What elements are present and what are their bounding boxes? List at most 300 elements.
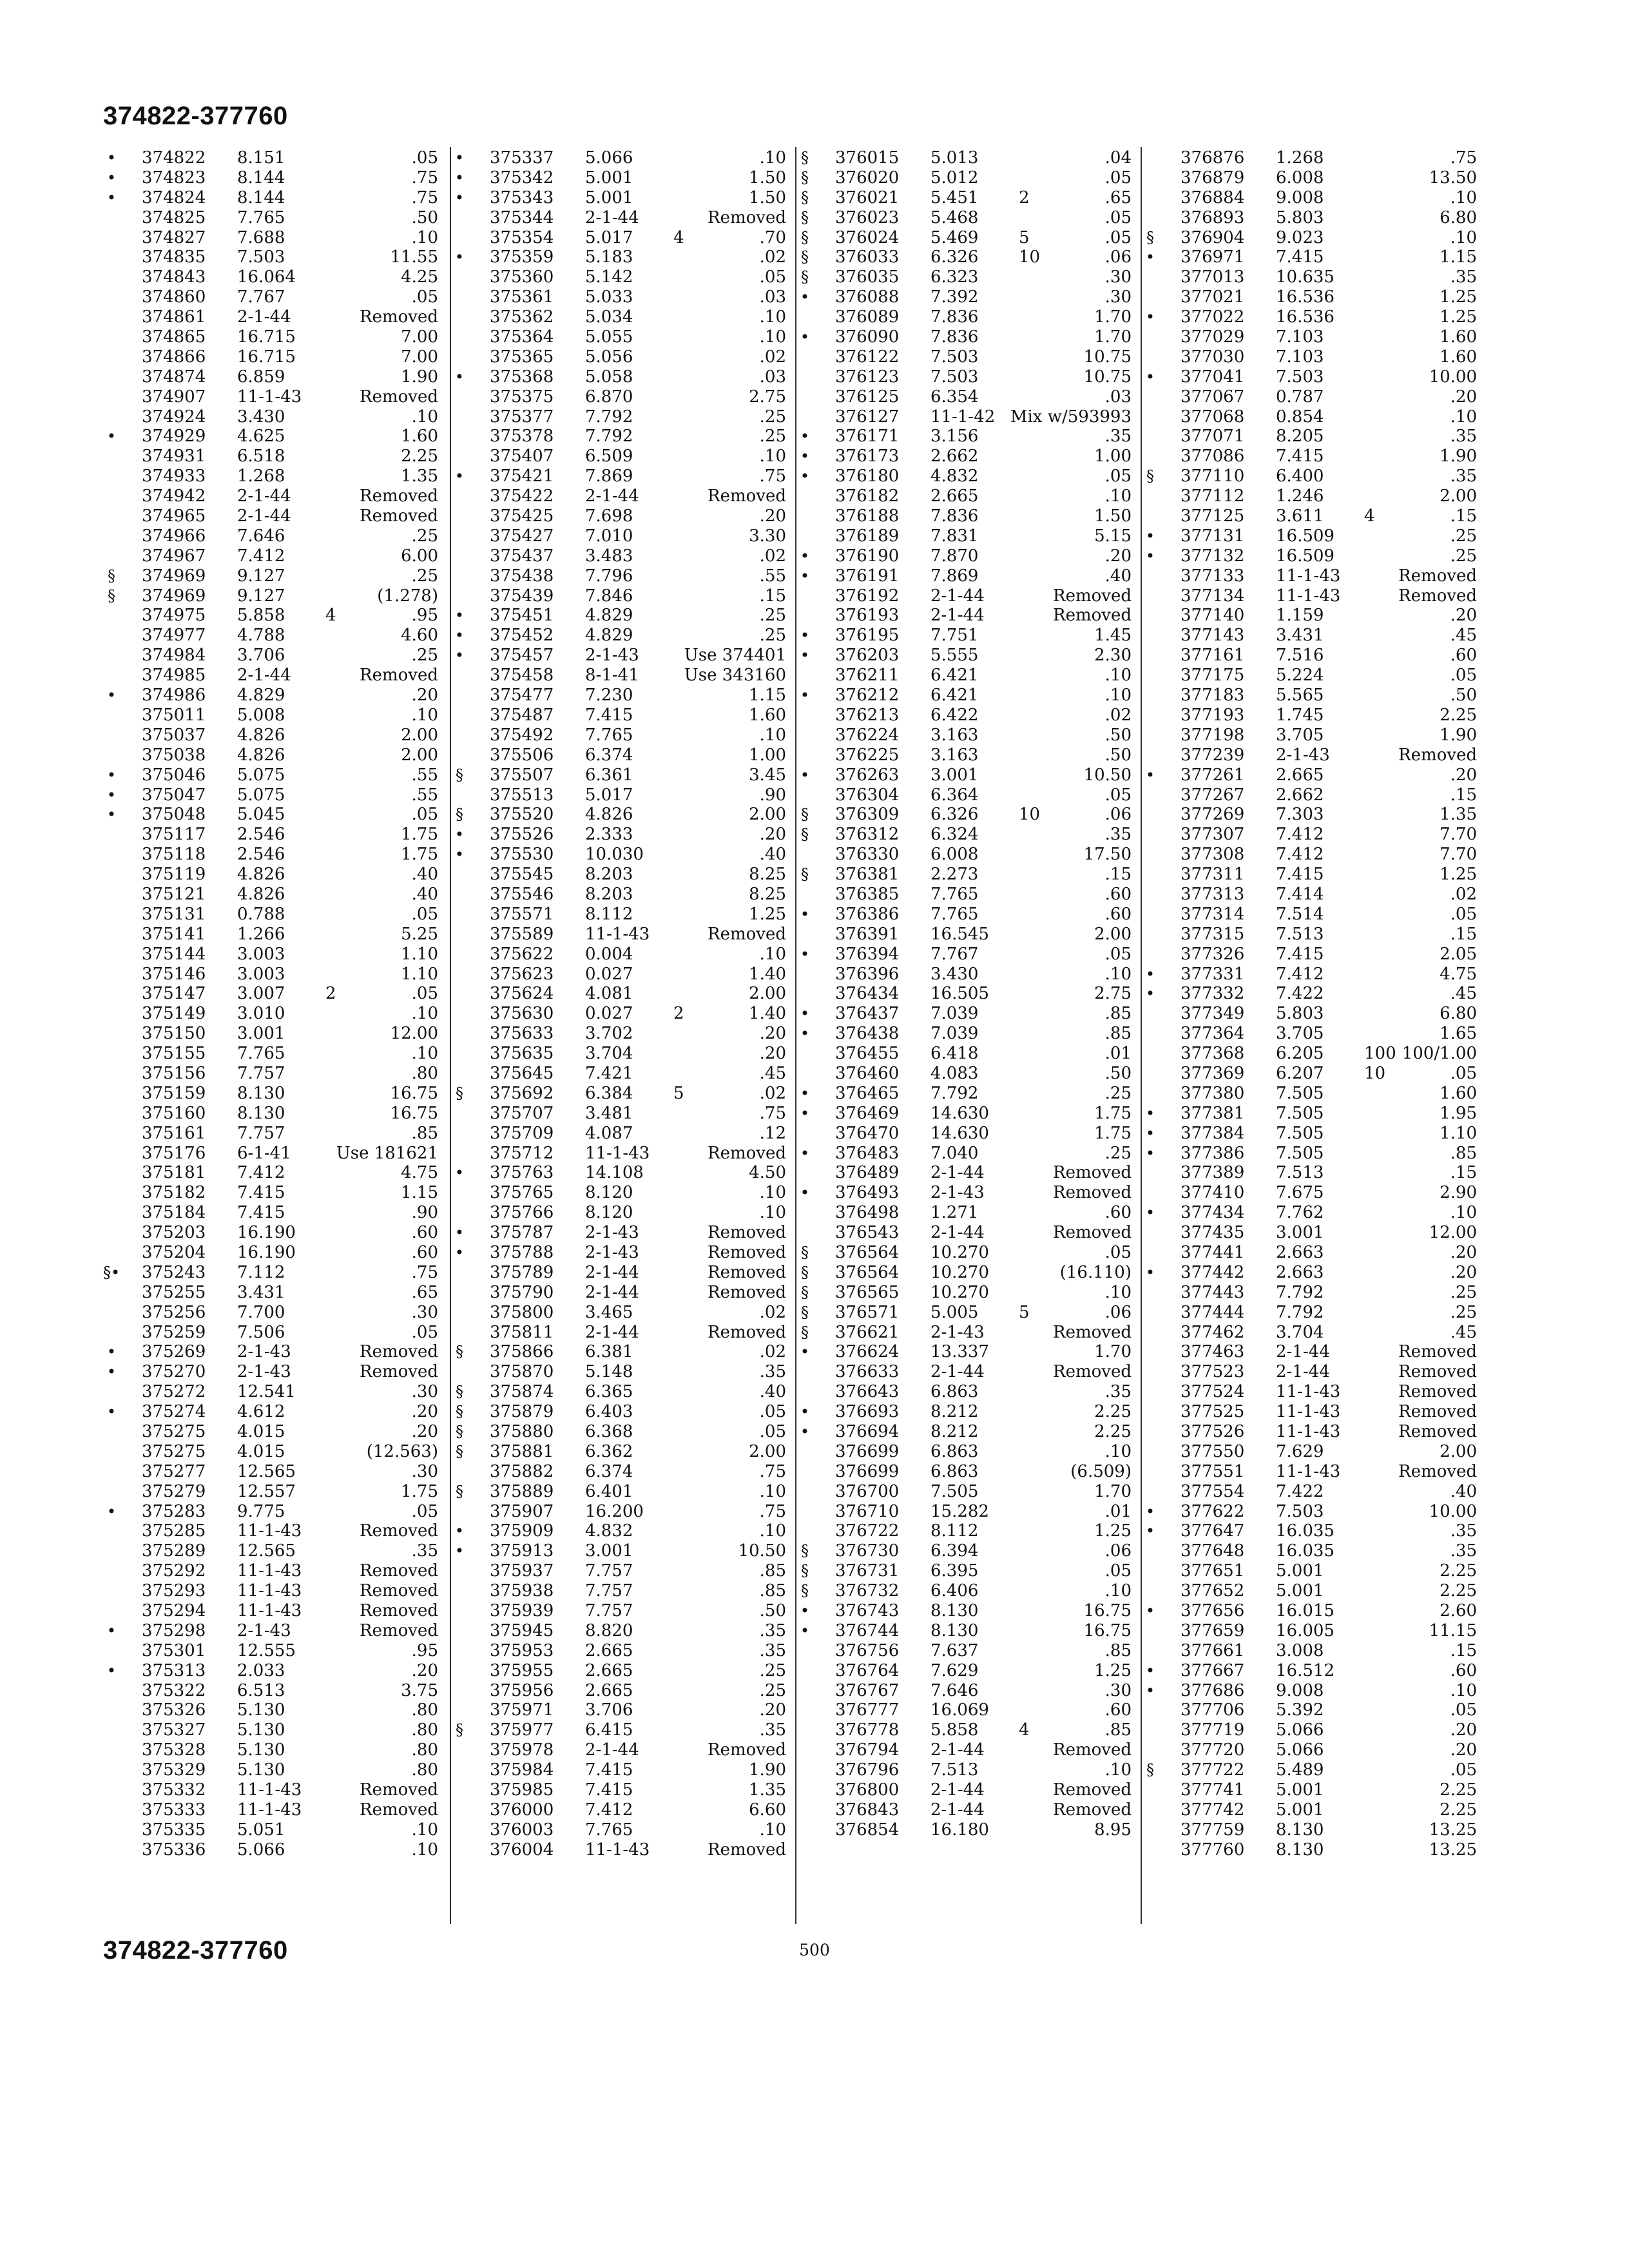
- group-code: 16.035: [1276, 1541, 1335, 1561]
- price: .35: [411, 1541, 438, 1561]
- group-code: 7.415: [1276, 865, 1324, 885]
- group-code: 5.130: [237, 1740, 285, 1760]
- table-row: [451, 1561, 799, 1581]
- table-row: [103, 726, 451, 745]
- price: Removed: [1398, 745, 1477, 765]
- table-row: [451, 1323, 799, 1343]
- table-row: [103, 307, 451, 327]
- price: .35: [1450, 1521, 1477, 1541]
- marker: §: [456, 1343, 463, 1361]
- price: .10: [1450, 227, 1477, 247]
- table-row: [796, 1581, 1144, 1601]
- marker: •: [1145, 1661, 1155, 1680]
- part-number: 375645: [490, 1063, 554, 1083]
- group-code: 6.859: [237, 367, 285, 387]
- group-code: 9.023: [1276, 227, 1324, 247]
- table-row: [103, 984, 451, 1004]
- table-row: [103, 606, 451, 626]
- table-row: [103, 1064, 451, 1084]
- price: 5.25: [401, 924, 438, 944]
- table-row: [451, 1422, 799, 1442]
- group-code: 5.066: [1276, 1740, 1324, 1760]
- price: .04: [1104, 148, 1132, 168]
- marker: •: [1145, 1602, 1155, 1620]
- part-number: 374822: [142, 148, 206, 168]
- group-code: 7.765: [237, 207, 285, 227]
- price: .60: [1104, 904, 1132, 924]
- group-code: 11-1-43: [1276, 1422, 1341, 1441]
- price: .25: [1450, 1302, 1477, 1322]
- part-number: 375176: [142, 1143, 206, 1163]
- group-code: 11-1-43: [237, 387, 302, 407]
- group-code: 7.412: [1276, 825, 1324, 845]
- price: 2.25: [1440, 705, 1477, 725]
- marker: •: [800, 1403, 810, 1421]
- part-number: 375344: [490, 207, 554, 227]
- price: 2.00: [401, 745, 438, 765]
- part-number: 377384: [1181, 1123, 1245, 1143]
- part-number: 375275: [142, 1422, 206, 1441]
- table-row: [1142, 267, 1490, 287]
- group-code: 2-1-44: [237, 506, 291, 526]
- group-code: 7.415: [585, 1780, 633, 1800]
- marker: •: [1145, 248, 1155, 267]
- part-number: 377314: [1181, 904, 1245, 924]
- table-row: [103, 1641, 451, 1661]
- group-code: 7.503: [1276, 367, 1324, 387]
- group-code: 7.422: [1276, 984, 1324, 1004]
- marker: •: [454, 1164, 465, 1182]
- part-number: 377441: [1181, 1242, 1245, 1262]
- price: .25: [411, 566, 438, 586]
- price: .02: [759, 1342, 786, 1362]
- marker: •: [800, 1621, 810, 1640]
- price: 1.90: [401, 367, 438, 387]
- part-number: 375623: [490, 964, 554, 984]
- marker: •: [454, 606, 465, 625]
- price: 7.70: [1440, 845, 1477, 865]
- marker: •: [106, 1343, 117, 1361]
- price: .06: [1104, 247, 1132, 267]
- price: .80: [411, 1700, 438, 1720]
- table-row: [451, 845, 799, 865]
- part-number: 375361: [490, 287, 554, 307]
- group-code: 7.415: [1276, 944, 1324, 964]
- marker: •: [800, 1343, 810, 1361]
- group-code: 2-1-44: [585, 207, 639, 227]
- marker: •: [106, 168, 117, 187]
- price: .05: [411, 805, 438, 825]
- price: Removed: [360, 1581, 438, 1601]
- group-code: 5.017: [585, 227, 633, 247]
- part-number: 375477: [490, 686, 554, 706]
- marker: •: [454, 188, 465, 207]
- marker: •: [800, 1024, 810, 1043]
- table-row: [1142, 506, 1490, 526]
- group-code: 16.069: [930, 1700, 989, 1720]
- marker: •: [800, 1602, 810, 1620]
- marker: •: [800, 905, 810, 923]
- part-number: 375155: [142, 1044, 206, 1064]
- price: .10: [1104, 964, 1132, 984]
- price: .20: [1450, 1720, 1477, 1740]
- part-number: 377434: [1181, 1203, 1245, 1223]
- table-row: [1142, 1163, 1490, 1183]
- price: .10: [759, 944, 786, 964]
- table-row: [1142, 1621, 1490, 1641]
- price: 2.00: [1440, 1441, 1477, 1461]
- group-code: 7.415: [585, 1760, 633, 1780]
- part-number: 377554: [1181, 1481, 1245, 1501]
- table-row: [451, 1700, 799, 1720]
- group-code: 8.130: [237, 1083, 285, 1103]
- table-row: [451, 1402, 799, 1422]
- part-number: 376794: [835, 1740, 900, 1760]
- group-code: 2.663: [1276, 1262, 1324, 1282]
- marker: •: [800, 467, 810, 486]
- group-code: 3.704: [1276, 1322, 1324, 1342]
- price: Removed: [1053, 586, 1132, 606]
- part-number: 376699: [835, 1441, 900, 1461]
- group-code: 3.465: [585, 1302, 633, 1322]
- part-number: 377313: [1181, 884, 1245, 904]
- table-row: [103, 1024, 451, 1044]
- price: 1.15: [749, 686, 786, 706]
- group-code: 16.190: [237, 1223, 296, 1243]
- table-row: [796, 1223, 1144, 1243]
- part-number: 376796: [835, 1760, 900, 1780]
- marker: §: [456, 1721, 463, 1740]
- part-number: 377134: [1181, 586, 1245, 606]
- part-number: 377071: [1181, 427, 1245, 447]
- price: .20: [411, 1402, 438, 1422]
- price: 8.25: [749, 884, 786, 904]
- price: Removed: [708, 1262, 786, 1282]
- part-number: 375203: [142, 1223, 206, 1243]
- part-number: 375977: [490, 1720, 554, 1740]
- table-row: [103, 1521, 451, 1541]
- part-number: 376125: [835, 387, 900, 407]
- price: .05: [1450, 904, 1477, 924]
- part-number: 376024: [835, 227, 900, 247]
- group-code: 6.395: [930, 1561, 979, 1581]
- price: .02: [1450, 884, 1477, 904]
- group-code: 6.354: [930, 387, 979, 407]
- group-code: 16.015: [1276, 1601, 1335, 1621]
- table-row: [796, 267, 1144, 287]
- table-row: [451, 666, 799, 686]
- price: Removed: [360, 506, 438, 526]
- part-number: 375513: [490, 785, 554, 805]
- table-row: [103, 885, 451, 905]
- price: .05: [1450, 666, 1477, 686]
- price: .10: [411, 1004, 438, 1024]
- part-number: 375243: [142, 1262, 206, 1282]
- price: 1.65: [1440, 1024, 1477, 1044]
- price: .35: [759, 1620, 786, 1640]
- table-row: [103, 686, 451, 706]
- price: .75: [411, 1262, 438, 1282]
- price: .85: [759, 1561, 786, 1581]
- group-code: 13.337: [930, 1342, 989, 1362]
- table-row: [103, 845, 451, 865]
- table-row: [451, 785, 799, 805]
- price: .10: [411, 1044, 438, 1064]
- marker: •: [454, 845, 465, 864]
- table-row: [1142, 1124, 1490, 1144]
- group-code: 8.112: [585, 904, 633, 924]
- price: 1.60: [1440, 347, 1477, 367]
- price: .50: [759, 1601, 786, 1621]
- group-code: 8.212: [930, 1402, 979, 1422]
- price: .35: [1104, 1382, 1132, 1402]
- part-number: 375149: [142, 1004, 206, 1024]
- price: 10.50: [1083, 765, 1132, 785]
- price: .01: [1104, 1044, 1132, 1064]
- price: .20: [759, 825, 786, 845]
- price: Removed: [1053, 1780, 1132, 1800]
- table-row: [451, 208, 799, 228]
- price: Use 181621: [336, 1143, 438, 1163]
- price: Removed: [360, 387, 438, 407]
- table-row: [103, 706, 451, 726]
- marker: •: [106, 149, 117, 167]
- marker: •: [106, 686, 117, 705]
- part-number: 375692: [490, 1083, 554, 1103]
- marker: •: [454, 1542, 465, 1561]
- group-code: 12.565: [237, 1541, 296, 1561]
- part-number: 376722: [835, 1521, 900, 1541]
- price: 2.00: [1440, 486, 1477, 506]
- price: 1.45: [1094, 626, 1132, 646]
- marker: §•: [103, 1263, 120, 1282]
- table-row: [451, 945, 799, 965]
- table-row: [796, 765, 1144, 785]
- part-number: 375571: [490, 904, 554, 924]
- group-code: 6.421: [930, 686, 979, 706]
- table-row: [451, 287, 799, 307]
- part-number: 377550: [1181, 1441, 1245, 1461]
- table-row: [1142, 208, 1490, 228]
- table-row: [451, 1064, 799, 1084]
- table-row: [796, 1362, 1144, 1382]
- quantity: 100: [1364, 1044, 1396, 1064]
- table-row: [1142, 785, 1490, 805]
- group-code: 3.611: [1276, 506, 1324, 526]
- quantity: 4: [673, 227, 684, 247]
- price: 1.25: [1440, 287, 1477, 307]
- group-code: 2-1-43: [930, 1322, 985, 1342]
- part-number: 377161: [1181, 646, 1245, 666]
- table-row: [1142, 1760, 1490, 1780]
- group-code: 5.392: [1276, 1700, 1324, 1720]
- table-row: [796, 646, 1144, 666]
- group-code: 5.489: [1276, 1760, 1324, 1780]
- group-code: 7.415: [1276, 247, 1324, 267]
- price: 1.25: [1094, 1521, 1132, 1541]
- part-number: 375038: [142, 745, 206, 765]
- part-number: 376434: [835, 984, 900, 1004]
- price: 1.50: [1094, 506, 1132, 526]
- part-number: 377112: [1181, 486, 1245, 506]
- table-row: [103, 427, 451, 447]
- price: .75: [759, 466, 786, 486]
- group-code: 4.788: [237, 626, 285, 646]
- price: 6.80: [1440, 1004, 1477, 1024]
- table-row: [103, 1621, 451, 1641]
- price: 3.75: [401, 1680, 438, 1700]
- table-row: [1142, 1144, 1490, 1164]
- price: Removed: [1053, 1362, 1132, 1382]
- table-row: [451, 506, 799, 526]
- group-code: 7.836: [930, 307, 979, 327]
- price: Removed: [1398, 1461, 1477, 1481]
- part-number: 377175: [1181, 666, 1245, 686]
- table-row: [1142, 526, 1490, 546]
- part-number: 376879: [1181, 168, 1245, 187]
- price: 1.40: [749, 964, 786, 984]
- price: .15: [1450, 924, 1477, 944]
- part-number: 376191: [835, 566, 900, 586]
- part-number: 374966: [142, 526, 206, 546]
- quantity: 4: [325, 606, 336, 626]
- group-code: 7.230: [585, 686, 633, 706]
- price: .05: [1104, 1242, 1132, 1262]
- price: .05: [759, 1422, 786, 1441]
- part-number: 376021: [835, 187, 900, 207]
- part-number: 374975: [142, 606, 206, 626]
- table-row: [1142, 1502, 1490, 1522]
- group-code: 6.513: [237, 1680, 285, 1700]
- table-row: [103, 1223, 451, 1243]
- part-number: 375156: [142, 1063, 206, 1083]
- group-code: 5.055: [585, 327, 633, 347]
- group-code: 4.832: [930, 466, 979, 486]
- group-code: 5.034: [585, 307, 633, 327]
- marker: •: [106, 427, 117, 446]
- price: .85: [1104, 1720, 1132, 1740]
- group-code: 7.503: [1276, 1501, 1324, 1521]
- table-row: [796, 1303, 1144, 1323]
- group-code: 7.698: [585, 506, 633, 526]
- table-row: [451, 526, 799, 546]
- group-code: 7.646: [930, 1680, 979, 1700]
- part-number: 375589: [490, 924, 554, 944]
- price: .05: [1104, 227, 1132, 247]
- group-code: 8.151: [237, 148, 285, 168]
- marker: •: [454, 149, 465, 167]
- table-row: [103, 965, 451, 985]
- group-code: 2-1-44: [930, 1362, 985, 1382]
- part-number: 375274: [142, 1402, 206, 1422]
- part-number: 374931: [142, 447, 206, 466]
- part-number: 375343: [490, 187, 554, 207]
- table-row: [796, 1820, 1144, 1840]
- price: .10: [759, 447, 786, 466]
- price: .60: [1450, 1660, 1477, 1680]
- table-row: [1142, 1840, 1490, 1860]
- group-code: 7.792: [585, 407, 633, 427]
- price: .20: [1450, 1262, 1477, 1282]
- price: .10: [1104, 1760, 1132, 1780]
- group-code: 7.637: [930, 1640, 979, 1660]
- group-code: 5.005: [930, 1302, 979, 1322]
- marker: §: [801, 228, 809, 247]
- group-code: 11-1-42: [930, 407, 996, 427]
- table-row: [796, 566, 1144, 586]
- marker: §: [1146, 1761, 1154, 1780]
- table-row: [1142, 287, 1490, 307]
- part-number: 375285: [142, 1521, 206, 1541]
- price: .20: [1450, 1740, 1477, 1760]
- table-row: [451, 1462, 799, 1482]
- group-code: 6.863: [930, 1461, 979, 1481]
- price: 1.70: [1094, 1342, 1132, 1362]
- price: Removed: [708, 207, 786, 227]
- table-row: [796, 805, 1144, 825]
- group-code: 4.083: [930, 1063, 979, 1083]
- group-code: 5.224: [1276, 666, 1324, 686]
- table-row: [1142, 606, 1490, 626]
- part-number: 375438: [490, 566, 554, 586]
- group-code: 8.130: [1276, 1820, 1324, 1840]
- part-number: 376004: [490, 1840, 554, 1860]
- table-row: [103, 1541, 451, 1561]
- group-code: 5.858: [237, 606, 285, 626]
- table-row: [1142, 1263, 1490, 1283]
- price: 2.25: [1440, 1800, 1477, 1820]
- part-number: 374969: [142, 566, 206, 586]
- table-row: [796, 1163, 1144, 1183]
- price: 1.50: [749, 168, 786, 187]
- group-code: 5.001: [1276, 1581, 1324, 1601]
- part-number: 376854: [835, 1820, 900, 1840]
- part-number: 376396: [835, 964, 900, 984]
- price: 13.25: [1429, 1820, 1477, 1840]
- part-number: 375709: [490, 1123, 554, 1143]
- table-row: [451, 1084, 799, 1104]
- price: Removed: [360, 1620, 438, 1640]
- group-code: 8.144: [237, 187, 285, 207]
- part-number: 377722: [1181, 1760, 1245, 1780]
- table-row: [796, 526, 1144, 546]
- group-code: 4.832: [585, 1521, 633, 1541]
- price: .55: [411, 765, 438, 785]
- price: 1.25: [1440, 865, 1477, 885]
- group-code: 3.008: [1276, 1640, 1324, 1660]
- part-number: 375707: [490, 1103, 554, 1123]
- part-number: 375279: [142, 1481, 206, 1501]
- group-code: 3.163: [930, 725, 979, 745]
- table-row: [796, 1044, 1144, 1064]
- table-row: [796, 1541, 1144, 1561]
- part-number: 376263: [835, 765, 900, 785]
- price: .10: [1104, 686, 1132, 706]
- marker: •: [800, 546, 810, 565]
- part-number: 377706: [1181, 1700, 1245, 1720]
- table-row: [103, 1203, 451, 1223]
- table-row: [103, 825, 451, 845]
- price: 7.00: [401, 347, 438, 367]
- marker: •: [800, 1184, 810, 1202]
- group-code: 16.064: [237, 267, 296, 287]
- part-number: 375978: [490, 1740, 554, 1760]
- price: .02: [759, 347, 786, 367]
- price: 4.75: [401, 1163, 438, 1183]
- table-row: [451, 1820, 799, 1840]
- table-row: [796, 1780, 1144, 1800]
- price: .10: [411, 227, 438, 247]
